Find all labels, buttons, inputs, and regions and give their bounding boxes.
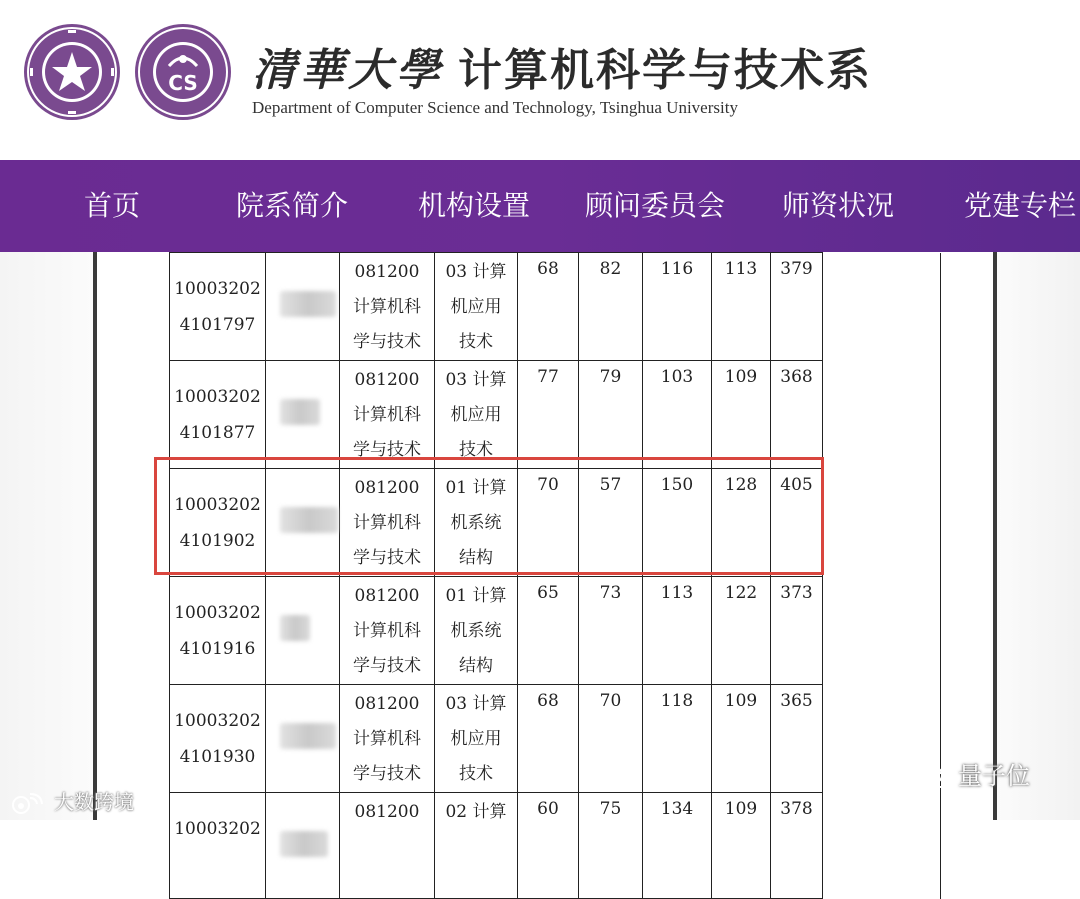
direction-line-2: 机应用 <box>450 297 502 317</box>
major-name-line-1: 计算机科 <box>353 405 421 425</box>
major-cell <box>340 793 435 899</box>
exam-id-line-1: 10003202 <box>174 387 261 407</box>
research-direction-cell <box>435 253 518 361</box>
name-cell-redacted <box>266 253 340 361</box>
score-subject-2: 109 <box>712 793 771 899</box>
research-direction-cell <box>435 469 518 577</box>
nav-item-organization[interactable]: 机构设置 <box>418 189 531 222</box>
exam-id-line-2: 4101916 <box>179 639 256 659</box>
score-politics: 77 <box>518 361 579 469</box>
exam-id-cell <box>170 253 266 361</box>
blurred-name <box>280 291 336 317</box>
nav-item-advisory-committee[interactable]: 顾问委员会 <box>585 189 726 222</box>
exam-id-line-1: 10003202 <box>174 711 261 731</box>
major-name-line-1: 计算机科 <box>353 729 421 749</box>
direction-line-1: 03 计算 <box>445 694 507 714</box>
document-viewer[interactable] <box>0 252 1080 839</box>
table-row <box>170 469 941 577</box>
cs-department-seal-logo[interactable] <box>133 22 233 122</box>
major-cell <box>340 469 435 577</box>
score-politics: 60 <box>518 793 579 899</box>
exam-id-line-2: 4101877 <box>179 423 256 443</box>
research-direction-cell <box>435 793 518 899</box>
direction-line-1: 01 计算 <box>445 586 507 606</box>
table-row <box>170 685 941 793</box>
score-politics: 68 <box>518 253 579 361</box>
score-subject-1: 116 <box>643 253 712 361</box>
department-name-cn: 计算机科学与技术系 <box>458 45 872 96</box>
direction-line-3: 结构 <box>459 656 493 676</box>
major-code: 081200 <box>354 802 420 822</box>
department-title-cn <box>252 34 872 98</box>
score-politics: 70 <box>518 469 579 577</box>
exam-id-line-2: 4101902 <box>179 531 256 551</box>
major-cell <box>340 253 435 361</box>
score-foreign-language: 82 <box>579 253 643 361</box>
score-subject-1: 134 <box>643 793 712 899</box>
major-name-line-1: 计算机科 <box>353 513 421 533</box>
major-code: 081200 <box>354 694 420 714</box>
exam-id-line-2: 4101797 <box>179 315 256 335</box>
department-title-en: Department of Computer Science and Technology, Tsinghua University <box>252 98 738 117</box>
wechat-icon <box>918 763 952 791</box>
name-cell-redacted <box>266 685 340 793</box>
direction-line-3: 技术 <box>459 332 493 352</box>
table-row <box>170 577 941 685</box>
exam-id-cell <box>170 793 266 899</box>
page-border-right <box>993 252 997 820</box>
score-subject-1: 113 <box>643 577 712 685</box>
score-politics: 65 <box>518 577 579 685</box>
direction-line-1: 03 计算 <box>445 262 507 282</box>
tsinghua-calligraphy-title: 清華大學 <box>252 45 444 96</box>
score-total: 378 <box>771 793 823 899</box>
major-code: 081200 <box>354 478 420 498</box>
name-cell-redacted <box>266 361 340 469</box>
score-foreign-language: 57 <box>579 469 643 577</box>
admission-score-table <box>169 252 941 899</box>
score-foreign-language: 70 <box>579 685 643 793</box>
major-cell <box>340 685 435 793</box>
nav-item-home[interactable]: 首页 <box>84 189 141 222</box>
direction-line-2: 机系统 <box>450 621 502 641</box>
score-subject-2: 109 <box>712 361 771 469</box>
score-total: 379 <box>771 253 823 361</box>
score-total: 368 <box>771 361 823 469</box>
major-code: 081200 <box>354 262 420 282</box>
remarks-cell <box>823 577 941 685</box>
direction-line-3: 技术 <box>459 440 493 460</box>
major-name-line-2: 学与技术 <box>353 656 421 676</box>
score-table-body <box>170 253 941 899</box>
score-subject-2: 128 <box>712 469 771 577</box>
score-subject-1: 103 <box>643 361 712 469</box>
document-page <box>97 252 993 839</box>
score-subject-2: 113 <box>712 253 771 361</box>
major-name-line-2: 学与技术 <box>353 440 421 460</box>
site-header <box>0 0 1080 160</box>
score-subject-1: 150 <box>643 469 712 577</box>
exam-id-line-1: 10003202 <box>174 819 261 839</box>
score-total: 365 <box>771 685 823 793</box>
nav-item-department-intro[interactable]: 院系简介 <box>236 189 349 222</box>
exam-id-line-1: 10003202 <box>174 603 261 623</box>
major-name-line-2: 学与技术 <box>353 332 421 352</box>
watermark-right-text: 量子位 <box>958 762 1030 790</box>
watermark-right <box>918 756 1030 791</box>
major-name-line-1: 计算机科 <box>353 621 421 641</box>
name-cell-redacted <box>266 469 340 577</box>
major-code: 081200 <box>354 586 420 606</box>
major-name-line-2: 学与技术 <box>353 764 421 784</box>
blurred-name <box>280 831 328 857</box>
research-direction-cell <box>435 361 518 469</box>
exam-id-line-1: 10003202 <box>174 495 261 515</box>
major-name-line-1: 计算机科 <box>353 297 421 317</box>
exam-id-cell <box>170 469 266 577</box>
blurred-name <box>280 615 310 641</box>
name-cell-redacted <box>266 793 340 899</box>
major-cell <box>340 361 435 469</box>
table-row <box>170 361 941 469</box>
exam-id-line-2: 4101930 <box>179 747 256 767</box>
exam-id-cell <box>170 361 266 469</box>
major-cell <box>340 577 435 685</box>
score-subject-2: 122 <box>712 577 771 685</box>
score-subject-1: 118 <box>643 685 712 793</box>
direction-line-3: 结构 <box>459 548 493 568</box>
watermark-left <box>10 786 134 815</box>
major-code: 081200 <box>354 370 420 390</box>
remarks-cell <box>823 469 941 577</box>
direction-line-2: 机应用 <box>450 729 502 749</box>
exam-id-line-1: 10003202 <box>174 279 261 299</box>
blurred-name <box>280 723 336 749</box>
watermark-left-text: 大数跨境 <box>54 790 134 814</box>
viewer-margin-left <box>0 252 93 820</box>
nav-item-party-building[interactable]: 党建专栏 <box>964 189 1077 222</box>
exam-id-cell <box>170 577 266 685</box>
research-direction-cell <box>435 577 518 685</box>
name-cell-redacted <box>266 577 340 685</box>
viewer-margin-right <box>997 252 1080 820</box>
score-foreign-language: 75 <box>579 793 643 899</box>
score-subject-2: 109 <box>712 685 771 793</box>
tsinghua-seal-logo[interactable] <box>22 22 122 122</box>
direction-line-3: 技术 <box>459 764 493 784</box>
score-total: 405 <box>771 469 823 577</box>
direction-line-1: 01 计算 <box>445 478 507 498</box>
blurred-name <box>280 507 338 533</box>
score-politics: 68 <box>518 685 579 793</box>
direction-line-1: 03 计算 <box>445 370 507 390</box>
weibo-icon <box>10 793 48 815</box>
major-name-line-2: 学与技术 <box>353 548 421 568</box>
direction-line-2: 机应用 <box>450 405 502 425</box>
exam-id-cell <box>170 685 266 793</box>
remarks-cell <box>823 361 941 469</box>
score-total: 373 <box>771 577 823 685</box>
direction-line-2: 机系统 <box>450 513 502 533</box>
main-navigation <box>0 160 1080 252</box>
svg-text:CS: CS <box>168 71 198 95</box>
nav-item-faculty[interactable]: 师资状况 <box>782 189 895 222</box>
remarks-cell <box>823 793 941 899</box>
remarks-cell <box>823 253 941 361</box>
table-row <box>170 793 941 899</box>
direction-line-1: 02 计算 <box>445 802 507 822</box>
blurred-name <box>280 399 320 425</box>
table-row <box>170 253 941 361</box>
research-direction-cell <box>435 685 518 793</box>
score-foreign-language: 79 <box>579 361 643 469</box>
score-foreign-language: 73 <box>579 577 643 685</box>
